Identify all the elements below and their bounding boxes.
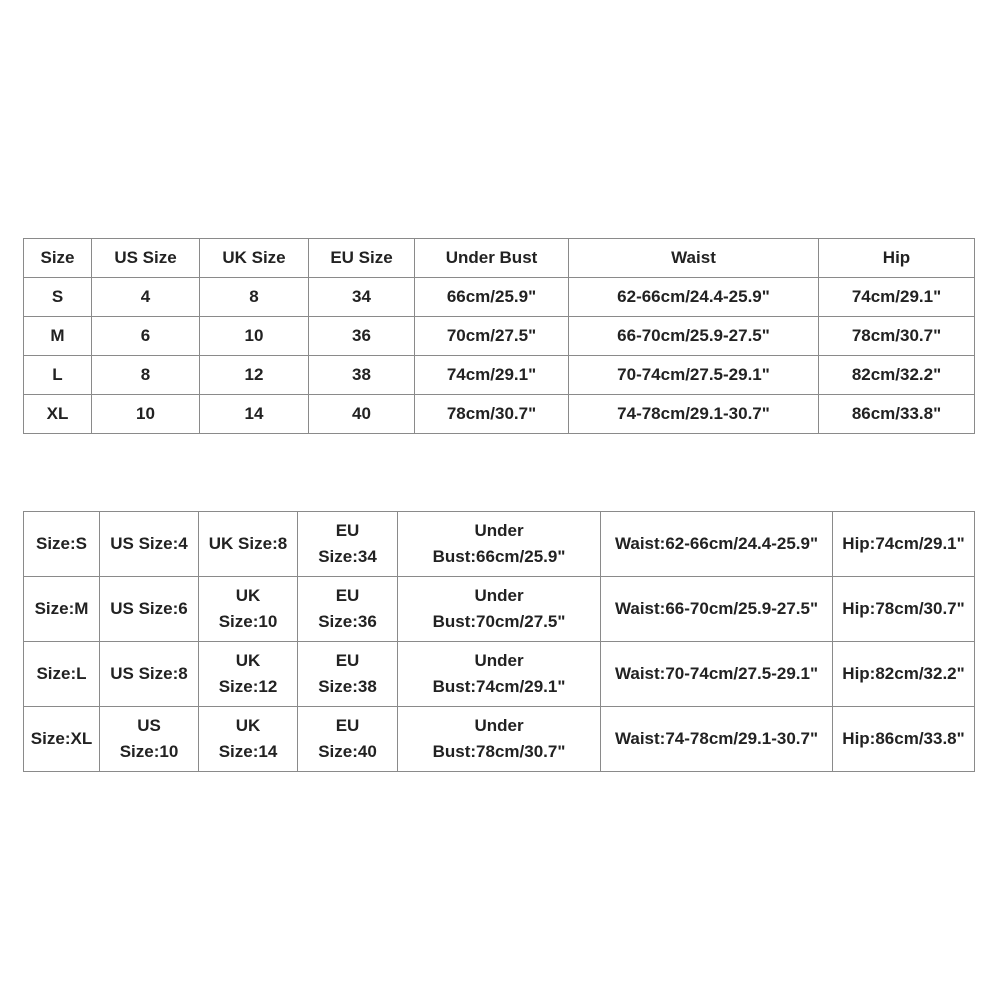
- table-cell: 70cm/27.5": [415, 317, 569, 356]
- table-cell: [601, 512, 833, 577]
- table-cell: 70-74cm/27.5-29.1": [569, 356, 819, 395]
- table-cell: 82cm/32.2": [819, 356, 975, 395]
- cell-line: Bust:74cm/29.1": [432, 677, 566, 696]
- table-cell: [24, 512, 100, 577]
- cell-line: Hip:86cm/33.8": [842, 729, 965, 748]
- header-cell: EU Size: [309, 239, 415, 278]
- cell-line: UK Size:8: [208, 534, 288, 553]
- table-cell: 8: [200, 278, 309, 317]
- header-row: [24, 239, 975, 278]
- table-cell: 66cm/25.9": [415, 278, 569, 317]
- cell-line: Size:XL: [30, 729, 93, 748]
- table-cell: [298, 512, 398, 577]
- table-cell: [100, 577, 199, 642]
- cell-line: Waist:66-70cm/25.9-27.5": [614, 599, 819, 618]
- table-row: [24, 577, 975, 642]
- cell-line: Size:10: [218, 612, 278, 631]
- table-cell: [298, 577, 398, 642]
- table-row: [24, 512, 975, 577]
- cell-line: US: [137, 716, 161, 735]
- table-cell: [100, 642, 199, 707]
- table-cell: [100, 707, 199, 772]
- table-row: [24, 707, 975, 772]
- table-cell: [833, 707, 975, 772]
- table-cell: [833, 642, 975, 707]
- table-cell: 12: [200, 356, 309, 395]
- table-cell: [24, 577, 100, 642]
- table-cell: [199, 577, 298, 642]
- header-cell: Under Bust: [415, 239, 569, 278]
- header-cell: Waist: [569, 239, 819, 278]
- cell-line: Size:40: [318, 742, 377, 761]
- table-row: [24, 356, 975, 395]
- cell-line: EU: [335, 651, 360, 670]
- table-cell: 14: [200, 395, 309, 434]
- cell-line: Under: [474, 651, 524, 670]
- table-cell: [398, 642, 601, 707]
- cell-line: US Size:8: [110, 664, 188, 683]
- cell-line: Hip:74cm/29.1": [842, 534, 965, 553]
- table-cell: S: [24, 278, 92, 317]
- table-cell: 40: [309, 395, 415, 434]
- cell-line: Waist:70-74cm/27.5-29.1": [614, 664, 819, 683]
- table-cell: XL: [24, 395, 92, 434]
- table-cell: M: [24, 317, 92, 356]
- table-cell: [298, 707, 398, 772]
- cell-line: Under: [474, 716, 524, 735]
- table-cell: [601, 577, 833, 642]
- table-cell: [199, 707, 298, 772]
- table-cell: 62-66cm/24.4-25.9": [569, 278, 819, 317]
- cell-line: Under: [474, 521, 524, 540]
- table-cell: 38: [309, 356, 415, 395]
- table-cell: [398, 577, 601, 642]
- table-cell: 10: [92, 395, 200, 434]
- table-row: [24, 317, 975, 356]
- table-cell: [833, 577, 975, 642]
- header-cell: UK Size: [200, 239, 309, 278]
- table-cell: 6: [92, 317, 200, 356]
- table-cell: [24, 707, 100, 772]
- table-cell: [398, 512, 601, 577]
- cell-line: Size:36: [318, 612, 377, 631]
- table-cell: 34: [309, 278, 415, 317]
- cell-line: EU: [335, 716, 360, 735]
- cell-line: UK: [235, 651, 261, 670]
- table-cell: L: [24, 356, 92, 395]
- table-cell: 8: [92, 356, 200, 395]
- table-cell: [199, 642, 298, 707]
- size-chart-table: [23, 238, 975, 434]
- table-cell: [199, 512, 298, 577]
- table-cell: [601, 642, 833, 707]
- header-cell: US Size: [92, 239, 200, 278]
- cell-line: Hip:78cm/30.7": [842, 599, 965, 618]
- table-cell: 4: [92, 278, 200, 317]
- cell-line: Bust:70cm/27.5": [432, 612, 566, 631]
- cell-line: Size:10: [119, 742, 179, 761]
- cell-line: EU: [335, 586, 360, 605]
- cell-line: Bust:78cm/30.7": [432, 742, 566, 761]
- table-cell: [24, 642, 100, 707]
- cell-line: UK: [235, 716, 261, 735]
- table-cell: [100, 512, 199, 577]
- table-cell: [601, 707, 833, 772]
- cell-line: UK: [235, 586, 261, 605]
- table-cell: [833, 512, 975, 577]
- table-cell: 78cm/30.7": [415, 395, 569, 434]
- table-cell: 78cm/30.7": [819, 317, 975, 356]
- cell-line: Hip:82cm/32.2": [842, 664, 965, 683]
- table-cell: 10: [200, 317, 309, 356]
- cell-line: Size:S: [35, 534, 88, 553]
- cell-line: Size:38: [318, 677, 377, 696]
- header-cell: Hip: [819, 239, 975, 278]
- table-cell: 66-70cm/25.9-27.5": [569, 317, 819, 356]
- cell-line: Size:12: [218, 677, 278, 696]
- table-row: [24, 642, 975, 707]
- table-cell: [398, 707, 601, 772]
- cell-line: Under: [474, 586, 524, 605]
- cell-line: Size:14: [218, 742, 278, 761]
- cell-line: Waist:62-66cm/24.4-25.9": [614, 534, 819, 553]
- table-row: [24, 278, 975, 317]
- cell-line: US Size:6: [110, 599, 188, 618]
- cell-line: Size:34: [318, 547, 377, 566]
- cell-line: Bust:66cm/25.9": [432, 547, 566, 566]
- table-cell: 36: [309, 317, 415, 356]
- header-cell: Size: [24, 239, 92, 278]
- table-cell: 86cm/33.8": [819, 395, 975, 434]
- size-chart-detail-table: [23, 511, 975, 772]
- table-row: [24, 395, 975, 434]
- cell-line: EU: [335, 521, 360, 540]
- table-cell: [298, 642, 398, 707]
- table-cell: 74-78cm/29.1-30.7": [569, 395, 819, 434]
- cell-line: Size:M: [34, 599, 89, 618]
- table-cell: 74cm/29.1": [819, 278, 975, 317]
- cell-line: Size:L: [36, 664, 87, 683]
- cell-line: Waist:74-78cm/29.1-30.7": [614, 729, 819, 748]
- cell-line: US Size:4: [110, 534, 188, 553]
- table-cell: 74cm/29.1": [415, 356, 569, 395]
